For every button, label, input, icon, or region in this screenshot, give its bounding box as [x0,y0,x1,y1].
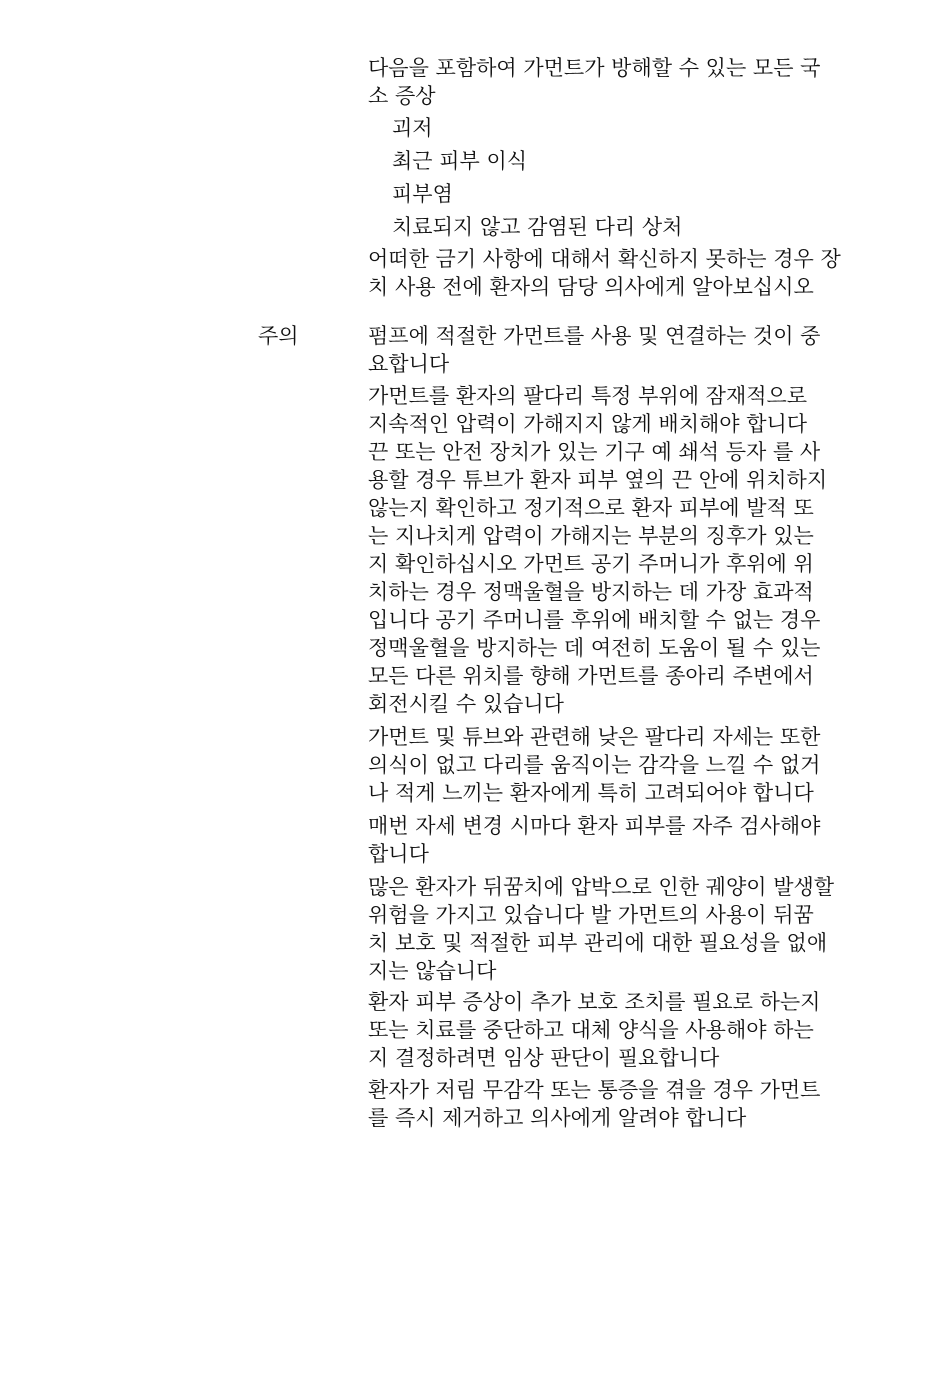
caution-line: 환자 피부 증상이 추가 보호 조치를 필요로 하는지 [368,990,821,1014]
caution-line: 합니다 [368,842,429,866]
caution-line: 가먼트를 환자의 팔다리 특정 부위에 잠재적으로 [368,384,808,408]
caution-line: 않는지 확인하고 정기적으로 환자 피부에 발적 또 [368,496,814,520]
caution-line: 많은 환자가 뒤꿈치에 압박으로 인한 궤양이 발생할 [368,875,835,899]
caution-line: 모든 다른 위치를 향해 가먼트를 종아리 주변에서 [368,664,814,688]
closing-line: 어떠한 금기 사항에 대해서 확신하지 못하는 경우 장 [368,247,841,271]
sub-item-skin-graft: 최근 피부 이식 [392,149,528,173]
caution-line: 나 적게 느끼는 환자에게 특히 고려되어야 합니다 [368,781,814,805]
sub-item-gangrene: 괴저 [392,116,433,140]
sub-item-leg-wound: 치료되지 않고 감염된 다리 상처 [392,215,683,239]
caution-line: 지 결정하려면 임상 판단이 필요합니다 [368,1046,720,1070]
caution-line: 치 보호 및 적절한 피부 관리에 대한 필요성을 없애 [368,931,828,955]
caution-line: 또는 치료를 중단하고 대체 양식을 사용해야 하는 [368,1018,814,1042]
caution-line: 정맥울혈을 방지하는 데 여전히 도움이 될 수 있는 [368,636,821,660]
caution-line: 회전시킬 수 있습니다 [368,692,564,716]
caution-line: 입니다 공기 주머니를 후위에 배치할 수 없는 경우 [368,608,821,632]
intro-line: 다음을 포함하여 가먼트가 방해할 수 있는 모든 국 [368,56,821,80]
caution-line: 지속적인 압력이 가해지지 않게 배치해야 합니다 [368,412,808,436]
caution-line: 치하는 경우 정맥울혈을 방지하는 데 가장 효과적 [368,580,814,604]
caution-line: 지는 않습니다 [368,959,497,983]
closing-line: 치 사용 전에 환자의 담당 의사에게 알아보십시오 [368,275,814,299]
caution-line: 용할 경우 튜브가 환자 피부 옆의 끈 안에 위치하지 [368,468,828,492]
caution-line: 지 확인하십시오 가먼트 공기 주머니가 후위에 위 [368,552,814,576]
caution-label: 주의 [258,324,299,348]
caution-line: 의식이 없고 다리를 움직이는 감각을 느낄 수 없거 [368,753,821,777]
intro-line: 소 증상 [368,84,436,108]
caution-line: 요합니다 [368,352,450,376]
caution-line: 매번 자세 변경 시마다 환자 피부를 자주 검사해야 [368,814,821,838]
caution-line: 펌프에 적절한 가먼트를 사용 및 연결하는 것이 중 [368,324,821,348]
caution-line: 는 지나치게 압력이 가해지는 부분의 징후가 있는 [368,524,814,548]
caution-line: 가먼트 및 튜브와 관련해 낮은 팔다리 자세는 또한 [368,725,821,749]
caution-line: 를 즉시 제거하고 의사에게 알려야 합니다 [368,1106,747,1130]
caution-line: 끈 또는 안전 장치가 있는 기구 예 쇄석 등자 를 사 [368,440,821,464]
caution-line: 환자가 저림 무감각 또는 통증을 겪을 경우 가먼트 [368,1078,821,1102]
sub-item-dermatitis: 피부염 [392,182,453,206]
caution-line: 위험을 가지고 있습니다 발 가먼트의 사용이 뒤꿈 [368,903,814,927]
